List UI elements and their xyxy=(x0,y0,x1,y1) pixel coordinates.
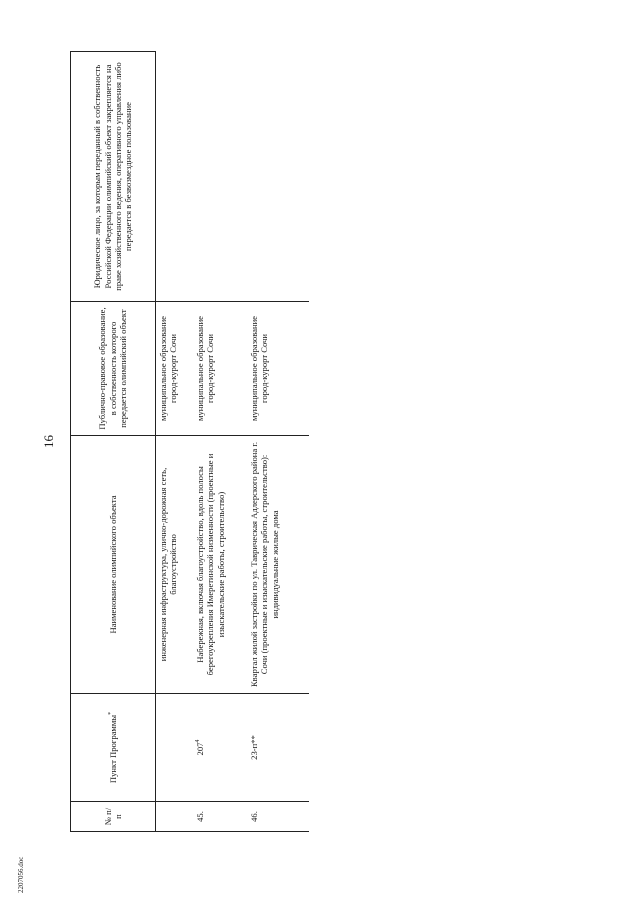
table-row xyxy=(247,52,309,832)
olympic-objects-table xyxy=(70,51,309,832)
document-code: 2207056.doc xyxy=(17,856,25,893)
cell-owner-entity: муниципальное образование город-курорт Сочи xyxy=(156,302,194,436)
rotated-table-area xyxy=(70,52,280,832)
cell-owner-entity: муниципальное образование город-курорт Сочи xyxy=(193,302,247,436)
cell-num: 45. xyxy=(193,802,247,832)
object-name-text: Квартал жилой застройки по ул. Таврическая Адлерского района г. Сочи (проектные и изыскательские работы, строительство): xyxy=(249,441,270,688)
header-object-name: Наименование олимпийского объекта xyxy=(71,436,156,694)
cell-object-name: Набережная, включая благоустройство, вдоль полосы берегоукрепления Имеретинской низменности (проектные и изыскательские работы, строительство) xyxy=(193,436,247,694)
cell-legal-entity xyxy=(156,52,194,302)
cell-num: 46. xyxy=(247,802,309,832)
cell-owner-entity: муниципальное образование город-курорт Сочи xyxy=(247,302,309,436)
cell-legal-entity xyxy=(247,52,309,302)
header-program-item-mark: * xyxy=(107,711,114,715)
cell-legal-entity xyxy=(193,52,247,302)
header-program-item xyxy=(71,694,156,802)
cell-object-name xyxy=(247,436,309,694)
cell-object-name: инженерная инфраструктура, улично-дорожная сеть, благоустройство xyxy=(156,436,194,694)
table-row xyxy=(193,52,247,832)
page-number: 16 xyxy=(41,435,56,448)
table-header-row xyxy=(71,52,156,832)
cell-program-item xyxy=(193,694,247,802)
cell-num xyxy=(156,802,194,832)
cell-program-item: 23-п** xyxy=(247,694,309,802)
program-item-superscript: 4 xyxy=(195,739,202,743)
table-row xyxy=(156,52,194,832)
object-subname-text: индивидуальные жилые дома xyxy=(269,510,280,619)
program-item-number: 207 xyxy=(195,742,205,756)
header-num: № п/п xyxy=(71,802,156,832)
header-program-item-label: Пункт Программы xyxy=(107,714,118,784)
cell-program-item xyxy=(156,694,194,802)
header-legal-entity: Юридическое лицо, за которым переданный в собственность Российской Федерации олимпийский объект закрепляется на праве хозяйственного ведения, оперативного управления либо передается в безвозмездное пользование xyxy=(71,52,156,302)
header-owner-entity: Публично-правовое образование, в собственность которого передается олимпийский объект xyxy=(71,302,156,436)
